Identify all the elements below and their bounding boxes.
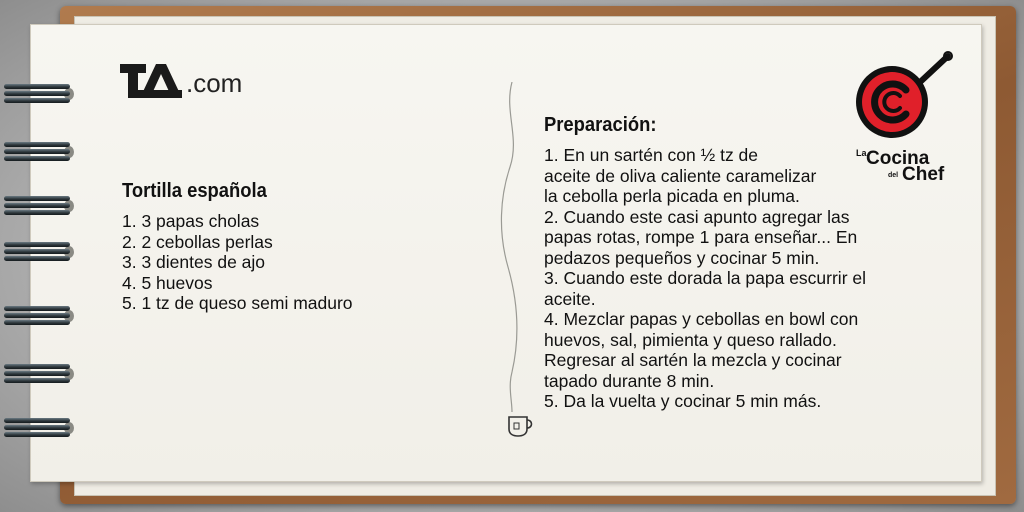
step-line: huevos, sal, pimienta y queso rallado.	[544, 329, 837, 350]
spiral-ring-icon	[4, 142, 74, 164]
step-line: 1. En un sartén con ½ tz de	[544, 145, 759, 165]
preparation-title: Preparación:	[544, 114, 657, 136]
brand-del: del	[888, 172, 899, 179]
step-line: pedazos pequeños y cocinar 5 min.	[544, 247, 820, 268]
step-line: 3. Cuando este dorada la papa escurrir el	[544, 268, 867, 288]
list-item: 4. 5 huevos	[122, 272, 213, 293]
cocina-del-chef-logo	[852, 50, 956, 186]
spiral-ring-icon	[4, 84, 74, 106]
step-line: aceite.	[544, 288, 596, 309]
step-line: 2. Cuando este casi apunto agregar las	[544, 206, 850, 227]
step-line: la cebolla perla picada en pluma.	[544, 186, 800, 206]
recipe-title: Tortilla española	[122, 180, 267, 202]
spiral-ring-icon	[4, 364, 74, 386]
spiral-ring-icon	[4, 306, 74, 328]
list-item: 5. 1 tz de queso semi maduro	[122, 293, 353, 313]
step-line: Regresar al sartén la mezcla y cocinar	[544, 350, 842, 370]
step-line: aceite de oliva caliente caramelizar	[544, 165, 817, 186]
site-logo[interactable]	[120, 64, 242, 98]
spiral-ring-icon	[4, 418, 74, 440]
ta-logo-icon	[120, 64, 184, 98]
brand-chef: Chef	[902, 164, 945, 185]
list-item: 1. 3 papas cholas	[122, 211, 260, 231]
step-line: 5. Da la vuelta y cocinar 5 min más.	[544, 391, 822, 411]
tea-string-divider	[490, 82, 530, 412]
list-item: 3. 3 dientes de ajo	[122, 252, 266, 272]
brand-cocina: Cocina	[866, 148, 930, 169]
tea-cup-icon	[506, 414, 536, 438]
list-item: 2. 2 cebollas perlas	[122, 231, 273, 252]
step-line: papas rotas, rompe 1 para enseñar... En	[544, 227, 858, 247]
logo-domain-suffix: .com	[186, 68, 243, 98]
spiral-ring-icon	[4, 242, 74, 264]
brand-la: La	[856, 148, 867, 158]
ingredients-list	[122, 211, 353, 314]
spiral-ring-icon	[4, 196, 74, 218]
step-line: 4. Mezclar papas y cebollas en bowl con	[544, 309, 859, 329]
step-line: tapado durante 8 min.	[544, 370, 715, 391]
frying-pan-icon	[852, 50, 956, 146]
